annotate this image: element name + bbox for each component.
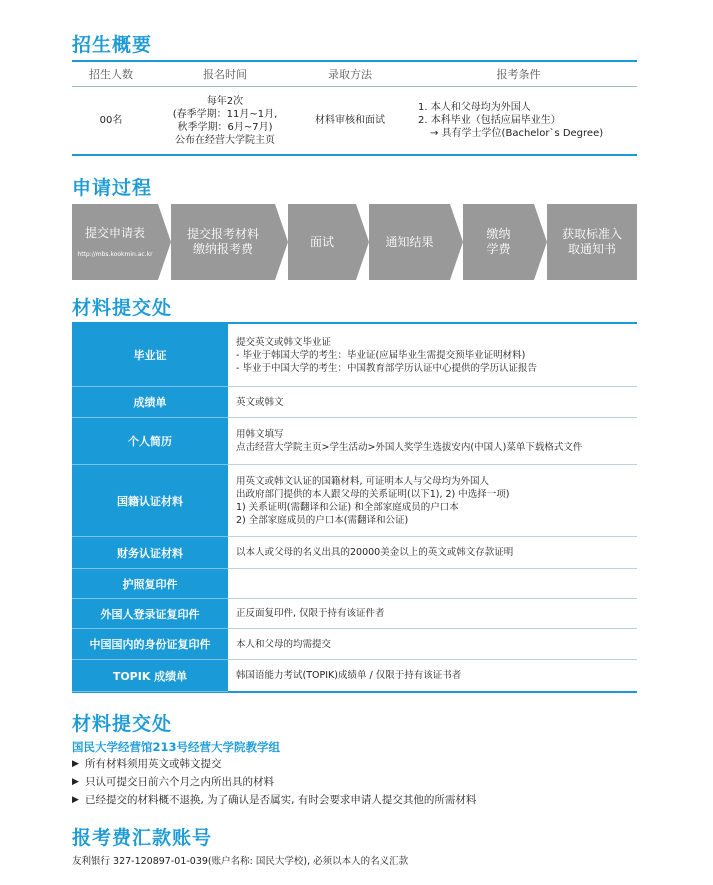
- bank-account: 友利银行 327-120897-01-039(账户名称: 国民大学校), 必须以本人的名义汇款: [72, 856, 409, 867]
- materials-title: 材料提交处: [72, 297, 173, 319]
- note-text: 已经提交的材料概不退换, 为了确认是否属实, 有时会要求申请人提交其他的所需材料: [85, 794, 477, 806]
- row-label: 中国国内的身份证复印件: [72, 629, 228, 660]
- step-label: 面试: [309, 234, 334, 249]
- content-line: 用英文或韩文认证的国籍材料, 可证明本人与父母均为外国人: [236, 475, 490, 487]
- step-label: 提交申请表: [84, 225, 145, 240]
- content-line: 英文或韩文: [236, 396, 284, 408]
- submit-office: 国民大学经营馆213号经营大学院教学组: [72, 740, 281, 754]
- condition-line: 1. 本人和父母均为外国人: [418, 102, 531, 113]
- content-line: 以本人或父母的名义出具的20000美金以上的英文或韩文存款证明: [236, 547, 514, 558]
- row-content: [228, 418, 637, 464]
- table-row: [72, 629, 637, 660]
- process-step-apply: [72, 204, 158, 280]
- condition-line: 2. 本科毕业（包括应届毕业生）: [418, 115, 561, 126]
- arrow-icon: [275, 204, 288, 280]
- header-period: 报名时间: [203, 68, 247, 81]
- arrow-icon: [534, 204, 547, 280]
- row-label: 护照复印件: [72, 569, 228, 599]
- period-line: 秋季学期：6月~7月): [177, 121, 273, 133]
- triangle-bullet-icon: ▶: [72, 759, 79, 769]
- arrow-icon: [356, 204, 369, 280]
- header-conditions: 报考条件: [496, 68, 541, 81]
- row-label: 财务认证材料: [72, 537, 228, 569]
- note-text: 所有材料须用英文或韩文提交: [85, 758, 222, 770]
- overview-title: 招生概要: [72, 34, 153, 56]
- row-content: [228, 569, 637, 598]
- content-line: 提交英文或韩文毕业证: [236, 336, 332, 348]
- table-row: [72, 569, 637, 599]
- row-content: [228, 465, 637, 536]
- method-value: 材料审核和面试: [315, 115, 385, 126]
- step-label: 通知结果: [385, 234, 434, 249]
- step-label: 缴纳报考费: [192, 242, 253, 256]
- content-line: 正反面复印件, 仅限于持有该证件者: [236, 608, 385, 619]
- submit-notes: [72, 755, 476, 809]
- step-label: 取通知书: [567, 242, 616, 256]
- table-row: [72, 324, 637, 387]
- overview-header-row: [72, 60, 637, 87]
- content-line: 出政府部门提供的本人跟父母的关系证明(以下1), 2) 中选择一项): [236, 488, 510, 500]
- overview-table: [72, 60, 637, 156]
- row-content: [228, 599, 637, 628]
- triangle-bullet-icon: ▶: [72, 777, 79, 787]
- process-step-result: [369, 204, 450, 280]
- table-row: [72, 599, 637, 629]
- row-label: TOPIK 成绩单: [72, 660, 228, 692]
- table-row: [72, 660, 637, 691]
- step-label: 学费: [486, 242, 511, 256]
- note-text: 只认可提交日前六个月之内所出具的材料: [85, 776, 274, 788]
- table-row: [72, 387, 637, 418]
- step-label: 获取标准入: [561, 227, 622, 241]
- step-label: 提交报考材料: [186, 227, 259, 241]
- process-step-admission: [547, 204, 637, 280]
- row-label: 国籍认证材料: [72, 465, 228, 537]
- quota-value: 00名: [99, 115, 123, 126]
- header-method: 录取方法: [328, 68, 372, 81]
- content-line: - 毕业于韩国大学的考生：毕业证(应届毕业生需提交预毕业证明材料): [236, 349, 526, 361]
- table-row: [72, 465, 637, 537]
- list-item: [72, 755, 476, 773]
- period-line: (春季学期：11月~1月,: [172, 108, 278, 120]
- process-flow: [72, 204, 637, 280]
- content-line: 韩国语能力考试(TOPIK)成绩单 / 仅限于持有该证书者: [236, 670, 462, 681]
- row-content: [228, 660, 637, 691]
- arrow-icon: [158, 204, 171, 280]
- step-label: 缴纳: [486, 227, 511, 241]
- row-label: 外国人登录证复印件: [72, 599, 228, 629]
- process-title: 申请过程: [72, 177, 153, 199]
- materials-table: [72, 322, 637, 693]
- list-item: [72, 791, 476, 809]
- content-line: 1) 关系证明(需翻译和公证) 和全部家庭成员的户口本: [236, 501, 459, 513]
- content-line: 本人和父母的均需提交: [236, 638, 332, 650]
- row-content: [228, 629, 637, 659]
- table-row: [72, 418, 637, 465]
- period-value: [150, 95, 300, 147]
- content-line: - 毕业于中国大学的考生：中国教育部学历认证中心提供的学历认证报告: [236, 362, 537, 374]
- row-label: 个人简历: [72, 418, 228, 465]
- content-line: 点击经营大学院主页>学生活动>外国人奖学生选拔安内(中国人)菜单下载格式文件: [236, 442, 583, 453]
- content-line: 2) 全部家庭成员的户口本(需翻译和公证): [236, 514, 409, 526]
- period-line: 每年2次: [206, 95, 244, 107]
- row-content: [228, 387, 637, 417]
- process-step-tuition: [463, 204, 534, 280]
- table-row: [72, 537, 637, 569]
- submit-title: 材料提交处: [72, 713, 173, 735]
- process-step-interview: [288, 204, 356, 280]
- fee-title: 报考费汇款账号: [72, 827, 213, 849]
- period-line: 公布在经营大学院主页: [175, 134, 275, 146]
- list-item: [72, 773, 476, 791]
- condition-line: → 具有学士学位(Bachelor`s Degree): [430, 128, 604, 139]
- overview-body-row: [72, 87, 637, 156]
- row-label: 毕业证: [72, 324, 228, 387]
- row-content: [228, 537, 637, 568]
- content-line: 用韩文填写: [236, 429, 284, 440]
- conditions-value: [400, 101, 637, 140]
- step-url: http://mbs.kookmin.ac.kr: [77, 250, 153, 258]
- arrow-icon: [450, 204, 463, 280]
- header-quota: 招生人数: [89, 68, 133, 81]
- row-label: 成绩单: [72, 387, 228, 418]
- row-content: [228, 324, 637, 386]
- triangle-bullet-icon: ▶: [72, 795, 79, 805]
- process-step-materials: [171, 204, 275, 280]
